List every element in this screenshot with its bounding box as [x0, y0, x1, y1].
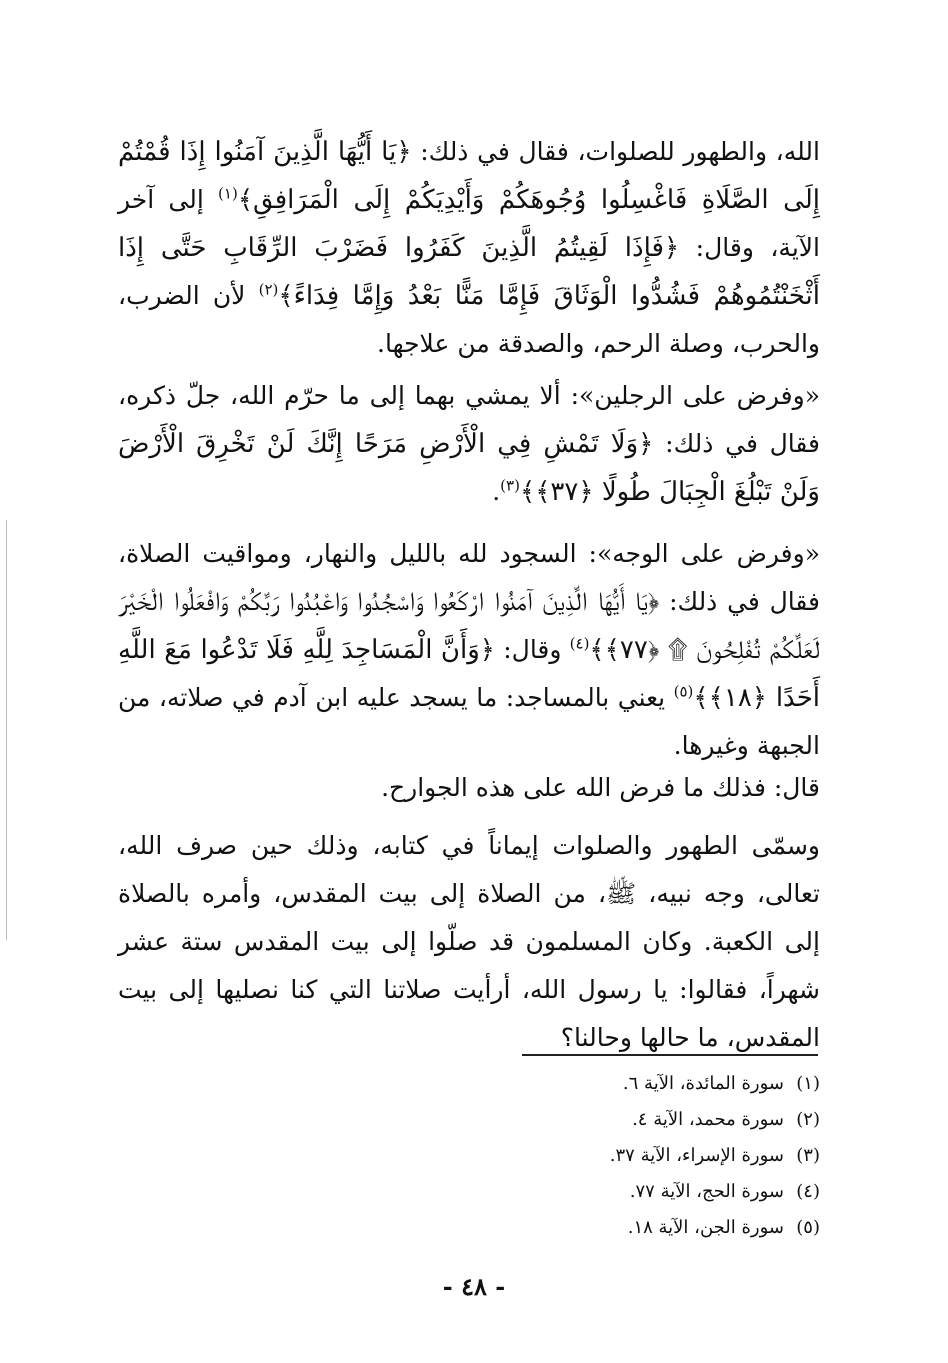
- paragraph-4: [118, 764, 820, 812]
- body-text: .: [492, 477, 501, 506]
- quran-verse: ﴿يَا أَيُّهَا الَّذِينَ آمَنُوا ارْكَعُوا وَاسْجُدُوا وَاعْبُدُوا رَبَّكُمْ وَافْعَلُوا الْخَيْرَ لَعَلَّكُمْ تُفْلِحُونَ ۩ ﴿٧٧﴾﴾: [118, 587, 820, 665]
- footnote-item: [400, 1174, 820, 1210]
- footnote-text: سورة الجن، الآية ١٨.: [627, 1217, 784, 1238]
- body-text: الله، والطهور للصلوات، فقال في ذلك:: [411, 137, 820, 166]
- paragraph-text: قال: فذلك ما فرض الله على هذه الجوارح.: [381, 773, 820, 802]
- footnote-ref: (٥): [673, 682, 694, 701]
- footnote-number: (٤): [796, 1181, 820, 1202]
- footnote-item: [400, 1210, 820, 1246]
- footnote-item: [400, 1138, 820, 1174]
- quran-verse: ﴿وَلَا تَمْشِ فِي الْأَرْضِ مَرَحًا إِنَّكَ لَنْ تَخْرِقَ الْأَرْضَ وَلَنْ تَبْلُغَ الْجِبَالَ طُولًا ﴿٣٧﴾﴾: [118, 429, 820, 507]
- footnote-text: سورة الإسراء، الآية ٣٧.: [609, 1145, 784, 1166]
- footnote-ref: (٣): [500, 476, 520, 495]
- body-text: إلى آخر الآية، وقال:: [118, 185, 820, 262]
- paragraph-text: [118, 530, 820, 770]
- paragraph-text: وسمّى الطهور والصلوات إيماناً في كتابه، وذلك حين صرف الله، تعالى، وجه نبيه، ﷺ، من الصلاة إلى بيت المقدس، وأمره بالصلاة إلى الكعبة. وكان المسلمون قد صلّوا إلى بيت المقدس ستة عشر شهراً، فقالوا: يا رسول الله، أرأيت صلاتنا التي كنا نصليها إلى بيت المقدس، ما حالها وحالنا؟: [118, 831, 820, 1052]
- quran-verse: ﴿يَا أَيُّهَا الَّذِينَ آمَنُوا إِذَا قُمْتُمْ إِلَى الصَّلَاةِ فَاغْسِلُوا وُجُوهَكُمْ وَأَيْدِيَكُمْ إِلَى الْمَرَافِقِ﴾: [118, 137, 820, 215]
- footnote-ref: (٢): [258, 280, 279, 299]
- footnote-number: (١): [796, 1073, 820, 1094]
- footnote-number: (٥): [796, 1217, 820, 1238]
- quran-verse: ﴿وَأَنَّ الْمَسَاجِدَ لِلَّهِ فَلَا تَدْعُوا مَعَ اللَّهِ أَحَدًا ﴿١٨﴾﴾: [118, 635, 820, 713]
- body-text: وقال:: [495, 635, 570, 664]
- footnote-text: سورة الحج، الآية ٧٧.: [629, 1181, 784, 1202]
- footnote-number: (٢): [796, 1109, 820, 1130]
- body-text: يعني بالمساجد: ما يسجد عليه ابن آدم في صلاته، من الجبهة وغيرها.: [118, 683, 820, 760]
- footnote-item: [400, 1066, 820, 1102]
- page-number: - ٤٨ -: [442, 1272, 506, 1301]
- footnote-separator: [522, 1054, 818, 1056]
- paragraph-text: [118, 372, 820, 516]
- footnote-ref: (١): [218, 184, 238, 203]
- footnotes: [400, 1066, 820, 1246]
- paragraph-3: [118, 530, 820, 770]
- paragraph-2: [118, 372, 820, 516]
- paragraph-5: [118, 822, 820, 1062]
- body-text: «وفرض على الوجه»: السجود لله بالليل والنهار، ومواقيت الصلاة، فقال في ذلك:: [118, 539, 820, 616]
- footnote-item: [400, 1102, 820, 1138]
- body-text: «وفرض على الرجلين»: ألا يمشي بهما إلى ما حرّم الله، جلّ ذكره، فقال في ذلك:: [118, 381, 820, 458]
- paragraph-1: [118, 128, 820, 368]
- scan-edge-line: [6, 520, 7, 940]
- quran-verse: ﴿فَإِذَا لَقِيتُمُ الَّذِينَ كَفَرُوا فَضَرْبَ الرِّقَابِ حَتَّى إِذَا أَثْخَنْتُمُوهُمْ فَشُدُّوا الْوَثَاقَ فَإِمَّا مَنًّا بَعْدُ وَإِمَّا فِدَاءً﴾: [118, 233, 820, 311]
- footnote-text: سورة المائدة، الآية ٦.: [622, 1073, 784, 1094]
- footnote-text: سورة محمد، الآية ٤.: [632, 1109, 784, 1130]
- body-text: لأن الضرب، والحرب، وصلة الرحم، والصدقة من علاجها.: [118, 281, 820, 358]
- footnote-ref: (٤): [569, 634, 590, 653]
- footnote-number: (٣): [796, 1145, 820, 1166]
- paragraph-text: [118, 128, 820, 368]
